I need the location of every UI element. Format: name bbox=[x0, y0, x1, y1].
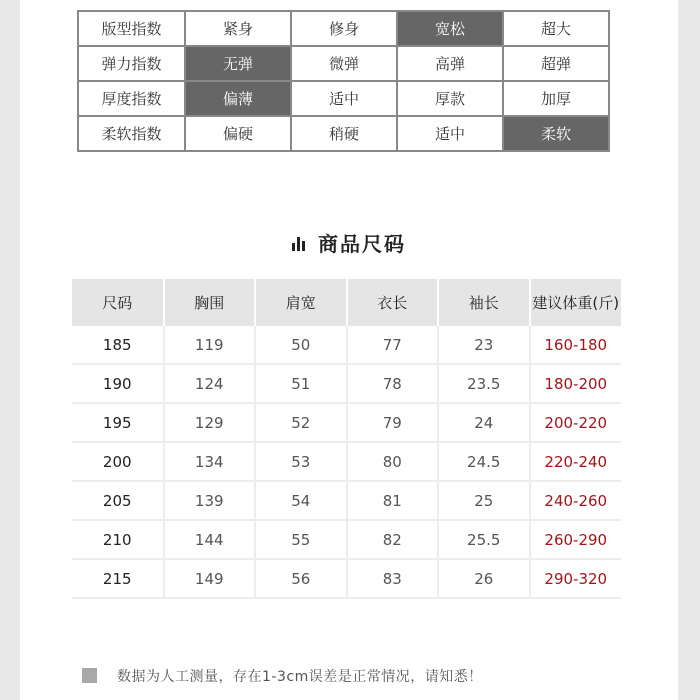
table-row bbox=[72, 326, 621, 364]
size-cell: 195 bbox=[72, 403, 164, 442]
size-cell: 129 bbox=[164, 403, 256, 442]
size-cell: 23.5 bbox=[438, 364, 530, 403]
size-cell: 23 bbox=[438, 326, 530, 364]
size-cell: 205 bbox=[72, 481, 164, 520]
index-row-label: 版型指数 bbox=[78, 11, 185, 46]
size-cell: 25.5 bbox=[438, 520, 530, 559]
table-row bbox=[72, 481, 621, 520]
index-option-selected: 偏薄 bbox=[185, 81, 291, 116]
size-header-cell: 袖长 bbox=[438, 279, 530, 326]
size-cell: 78 bbox=[347, 364, 439, 403]
size-cell: 200 bbox=[72, 442, 164, 481]
size-cell: 55 bbox=[255, 520, 347, 559]
fabric-index-table bbox=[77, 10, 610, 152]
table-row bbox=[72, 403, 621, 442]
size-cell: 144 bbox=[164, 520, 256, 559]
size-table-header bbox=[72, 279, 621, 326]
index-row bbox=[78, 116, 609, 151]
weight-cell: 220-240 bbox=[530, 442, 622, 481]
note-square-icon bbox=[82, 668, 97, 683]
size-cell: 50 bbox=[255, 326, 347, 364]
size-cell: 53 bbox=[255, 442, 347, 481]
size-cell: 80 bbox=[347, 442, 439, 481]
index-row bbox=[78, 46, 609, 81]
table-row bbox=[72, 559, 621, 598]
size-cell: 25 bbox=[438, 481, 530, 520]
size-cell: 82 bbox=[347, 520, 439, 559]
size-header-cell: 衣长 bbox=[347, 279, 439, 326]
size-header-cell: 肩宽 bbox=[255, 279, 347, 326]
weight-cell: 240-260 bbox=[530, 481, 622, 520]
size-cell: 51 bbox=[255, 364, 347, 403]
index-option: 修身 bbox=[291, 11, 397, 46]
index-option: 超大 bbox=[503, 11, 609, 46]
index-option: 适中 bbox=[291, 81, 397, 116]
size-section-title bbox=[20, 228, 678, 257]
table-row bbox=[72, 520, 621, 559]
size-cell: 149 bbox=[164, 559, 256, 598]
size-cell: 26 bbox=[438, 559, 530, 598]
size-header-cell: 建议体重(斤) bbox=[530, 279, 622, 326]
table-row bbox=[72, 442, 621, 481]
index-option-selected: 宽松 bbox=[397, 11, 503, 46]
size-header-cell: 尺码 bbox=[72, 279, 164, 326]
index-option: 加厚 bbox=[503, 81, 609, 116]
size-cell: 139 bbox=[164, 481, 256, 520]
weight-cell: 180-200 bbox=[530, 364, 622, 403]
weight-cell: 290-320 bbox=[530, 559, 622, 598]
size-cell: 134 bbox=[164, 442, 256, 481]
size-cell: 215 bbox=[72, 559, 164, 598]
index-row bbox=[78, 11, 609, 46]
index-row-label: 柔软指数 bbox=[78, 116, 185, 151]
bar-chart-icon bbox=[292, 237, 308, 251]
size-cell: 52 bbox=[255, 403, 347, 442]
weight-cell: 260-290 bbox=[530, 520, 622, 559]
size-table bbox=[72, 279, 621, 599]
index-row-label: 厚度指数 bbox=[78, 81, 185, 116]
size-cell: 79 bbox=[347, 403, 439, 442]
size-cell: 185 bbox=[72, 326, 164, 364]
size-cell: 56 bbox=[255, 559, 347, 598]
index-option: 紧身 bbox=[185, 11, 291, 46]
index-option-selected: 柔软 bbox=[503, 116, 609, 151]
index-option-selected: 无弹 bbox=[185, 46, 291, 81]
size-section-title-text: 商品尺码 bbox=[318, 232, 406, 256]
index-row-label: 弹力指数 bbox=[78, 46, 185, 81]
note-text: 数据为人工测量，存在1-3cm误差是正常情况，请知悉！ bbox=[117, 669, 483, 685]
weight-cell: 160-180 bbox=[530, 326, 622, 364]
size-cell: 24 bbox=[438, 403, 530, 442]
size-cell: 124 bbox=[164, 364, 256, 403]
size-cell: 81 bbox=[347, 481, 439, 520]
index-option: 适中 bbox=[397, 116, 503, 151]
size-cell: 210 bbox=[72, 520, 164, 559]
index-option: 偏硬 bbox=[185, 116, 291, 151]
size-header-cell: 胸围 bbox=[164, 279, 256, 326]
index-option: 厚款 bbox=[397, 81, 503, 116]
size-chart bbox=[72, 279, 621, 599]
size-cell: 190 bbox=[72, 364, 164, 403]
size-cell: 77 bbox=[347, 326, 439, 364]
size-cell: 119 bbox=[164, 326, 256, 364]
index-option: 高弹 bbox=[397, 46, 503, 81]
product-detail-card bbox=[20, 0, 678, 700]
measurement-note bbox=[82, 666, 483, 686]
size-cell: 83 bbox=[347, 559, 439, 598]
size-cell: 24.5 bbox=[438, 442, 530, 481]
index-row bbox=[78, 81, 609, 116]
table-row bbox=[72, 364, 621, 403]
index-option: 稍硬 bbox=[291, 116, 397, 151]
size-cell: 54 bbox=[255, 481, 347, 520]
index-option: 超弹 bbox=[503, 46, 609, 81]
index-option: 微弹 bbox=[291, 46, 397, 81]
weight-cell: 200-220 bbox=[530, 403, 622, 442]
